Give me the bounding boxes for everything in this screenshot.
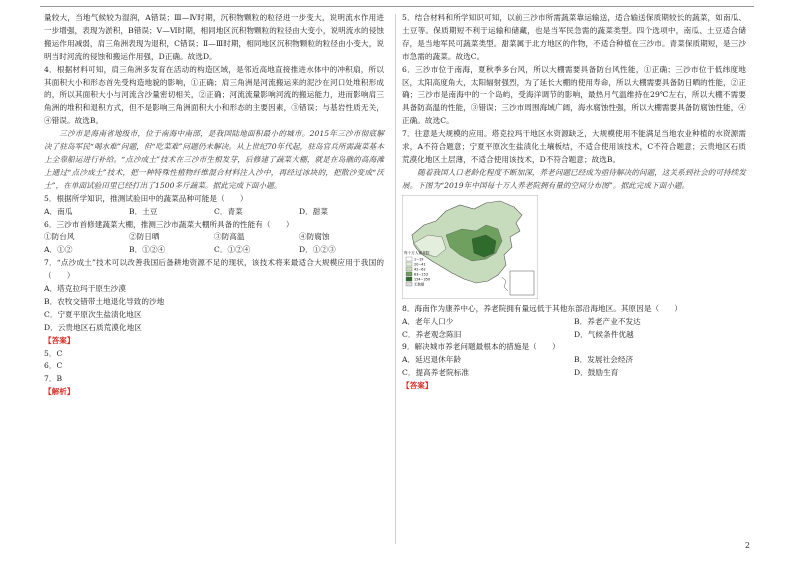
reading-passage-elderly: 随着我国人口老龄化程度不断加深，养老问题已经成为亟待解决的问题，这关系到社会的可持续发展。下图为“2019年中国每十万人养老院拥有量的空间分布图”。据此完成下面小题。	[402, 167, 746, 190]
option-b[interactable]: B．发展社会经济	[574, 355, 634, 365]
column-divider	[395, 14, 396, 544]
question-5: 5．根据所学知识，推测试验田中的蔬菜品种可能是（ ）	[44, 193, 248, 203]
option-c[interactable]: C．宁夏平原次生盐渍化地区	[44, 309, 142, 319]
option-c[interactable]: C．①②④	[214, 245, 251, 255]
legend-title: 每十万人养老院	[404, 250, 430, 255]
answer-heading: 【答案】	[44, 335, 75, 345]
question-6-options	[44, 244, 384, 257]
header-rule	[40, 6, 754, 7]
option-c[interactable]: C．青菜	[214, 206, 243, 216]
analysis-heading: 【解析】	[44, 387, 75, 397]
question-9: 9．解决城市养老问题最根本的措施是（ ）	[402, 342, 560, 352]
question-6: 6．三沙市首修建蔬菜大棚，推测三沙市蔬菜大棚所具备的性能有（ ）	[44, 219, 294, 229]
map-figure	[402, 195, 538, 299]
option-c[interactable]: C．提高养老院标准	[402, 368, 470, 378]
question-5-analysis: 5．结合材料和所学知识可知，以前三沙市所需蔬菜靠运输送，适合输送保质期较长的蔬菜，如南瓜、土豆等。保质期短不利于运输和储藏，也是当军民急需的蔬菜类型。四个选项中，南瓜、土豆适合储存，是当地军民可蔬菜类型。甜菜属于北方地区的作物，不适合种植在三沙市。青菜保质期短，是三沙市急需的蔬菜。故选C。	[402, 13, 746, 61]
answer-heading: 【答案】	[402, 381, 433, 391]
question-8-options-row1	[402, 316, 746, 329]
legend-item: 63~153	[414, 272, 428, 277]
option-d[interactable]: D．甜菜	[299, 206, 329, 216]
legend-item: 42~62	[414, 267, 426, 272]
legend-item: 154~350	[414, 277, 431, 282]
question-6-items	[44, 231, 384, 244]
answer-6: 6．C	[44, 361, 63, 371]
option-d[interactable]: D．①②③	[299, 245, 336, 255]
question-7-analysis: 7．往意是大规模的应用。塔克拉玛干地区水资源缺乏，大规模使用不能满足当地农业种植的水资源需求，A不符合题意；宁夏平原次生盐渍化土壤板结，不适合使用该技术，C不符合题意；云贵地区石质荒漠化地区土层薄，不适合使用该技术，D不符合题意；故选B。	[402, 129, 746, 164]
right-column	[402, 12, 746, 393]
option-b[interactable]: B．养老产业不发达	[574, 316, 641, 326]
option-c[interactable]: C．养老观念陈旧	[402, 329, 462, 339]
page-number: 2	[744, 541, 750, 550]
answer-continuation: 量较大，当地气候较为湿润，A错误；Ⅲ—Ⅳ时期，沉积物颗粒的粒径进一步变大，说明流水作用进一步增强，表现为淤积，B错误；Ⅴ—Ⅵ时期，相同地区沉积物颗粒的粒径由大变小，说明流水的侵蚀搬运作用减弱，肩三角洲表现为退积，C错误；Ⅱ—Ⅲ时期，相同地区沉积物颗粒的粒径由小变大，说明当时河流的侵蚀和搬运作用强，D正确。故选D。	[44, 13, 384, 61]
option-a[interactable]: A．南瓜	[44, 206, 73, 216]
answer-5: 5．C	[44, 348, 63, 358]
item-3: ③防高温	[214, 232, 245, 242]
question-8: 8．海南作为康养中心，养老院拥有量远低于其他东部沿海地区。其原因是（ ）	[402, 303, 683, 313]
reading-passage-sansha: 三沙市是海南省地级市，位于南海中南部，是我国陆地面积最小的城市。2015年三沙市彻底解决了驻岛军民“喝水难”问题，但“吃菜难”问题仍未解决。从上世纪70年代起，驻岛官兵所需蔬菜基本上全靠船运进行补给。“点沙成土”技术在三沙市生根发芽，后修建了蔬菜大棚，就是在岛礁的高海滩上通过“点沙成土”技术，把一种特殊性植物纤维混合材料注入沙中，再经过冰块的，把散沙变成“沃土”，在单面试验田里已经打出了1500多斤蔬菜。据此完成下面小题。	[44, 129, 384, 190]
option-b[interactable]: B．土豆	[129, 206, 158, 216]
china-nursing-home-map	[402, 195, 538, 299]
option-a[interactable]: A．老年人口少	[402, 316, 454, 326]
item-1: ①防台风	[44, 232, 75, 242]
question-4-analysis: 4．根据材料可知，肩三角洲多发育在活动的构造区域，是邻近高地直接推进水体中的冲积扇，所以其面积大小和形态首先受构造地貌的影响，①正确；肩三角洲是河流搬运来的泥沙在河口处堆积形成的，所以其面积大小与河流含沙量密切相关，②正确；河流流量影响河流的搬运能力，进而影响肩三角洲的堆积和退积方式，但不是影响三角洲面积大小和形态的主要因素，③错误；与基岩性质无关，④错误。故选B。	[44, 64, 384, 126]
option-d[interactable]: D．云贵地区石质荒漠化地区	[44, 322, 142, 332]
legend-item: 无数据	[414, 282, 425, 287]
legend-item: 20~41	[414, 262, 426, 267]
option-d[interactable]: D．气候条件优越	[574, 329, 634, 339]
option-b[interactable]: B．①②④	[129, 245, 166, 255]
question-7: 7．“点沙成土”技术可以改善我国后备耕地资源不足的现状，该技术将来最适合大规模应用于我国的（ ）	[44, 258, 384, 281]
item-2: ②防日晒	[129, 232, 160, 242]
question-6-analysis: 6．三沙市位于南海，夏秋季多台风，所以大棚需要具备防台风性能，①正确；三沙市位于低纬度地区，太阳高度角大，太阳辐射强烈，为了延长大棚的使用寿命，所以大棚需要具备防日晒的性能，②正确；三沙市是南海中的一个岛屿，受海洋调节的影响，最热月气温维持在29℃左右，所以大棚不需要具备防高温的性能，③错误；三沙市周围海域广阔，海水腐蚀性强，所以大棚需要具备防腐蚀性能，④正确。故选C。	[402, 64, 746, 126]
option-a[interactable]: A．延迟退休年龄	[402, 355, 462, 365]
legend-item: 1~19	[414, 257, 424, 262]
option-d[interactable]: D．鼓励生育	[574, 368, 619, 378]
question-9-options-row2	[402, 367, 746, 380]
answer-7: 7．B	[44, 374, 63, 384]
option-a[interactable]: A．①②	[44, 245, 73, 255]
question-5-options	[44, 206, 384, 219]
option-a[interactable]: A．塔克拉玛干原生沙漠	[44, 284, 126, 294]
left-column	[44, 12, 384, 399]
question-9-options-row1	[402, 354, 746, 367]
item-4: ④防腐蚀	[299, 232, 330, 242]
option-b[interactable]: B．农牧交错带土地退化导致的沙地	[44, 296, 165, 306]
question-8-options-row2	[402, 329, 746, 342]
